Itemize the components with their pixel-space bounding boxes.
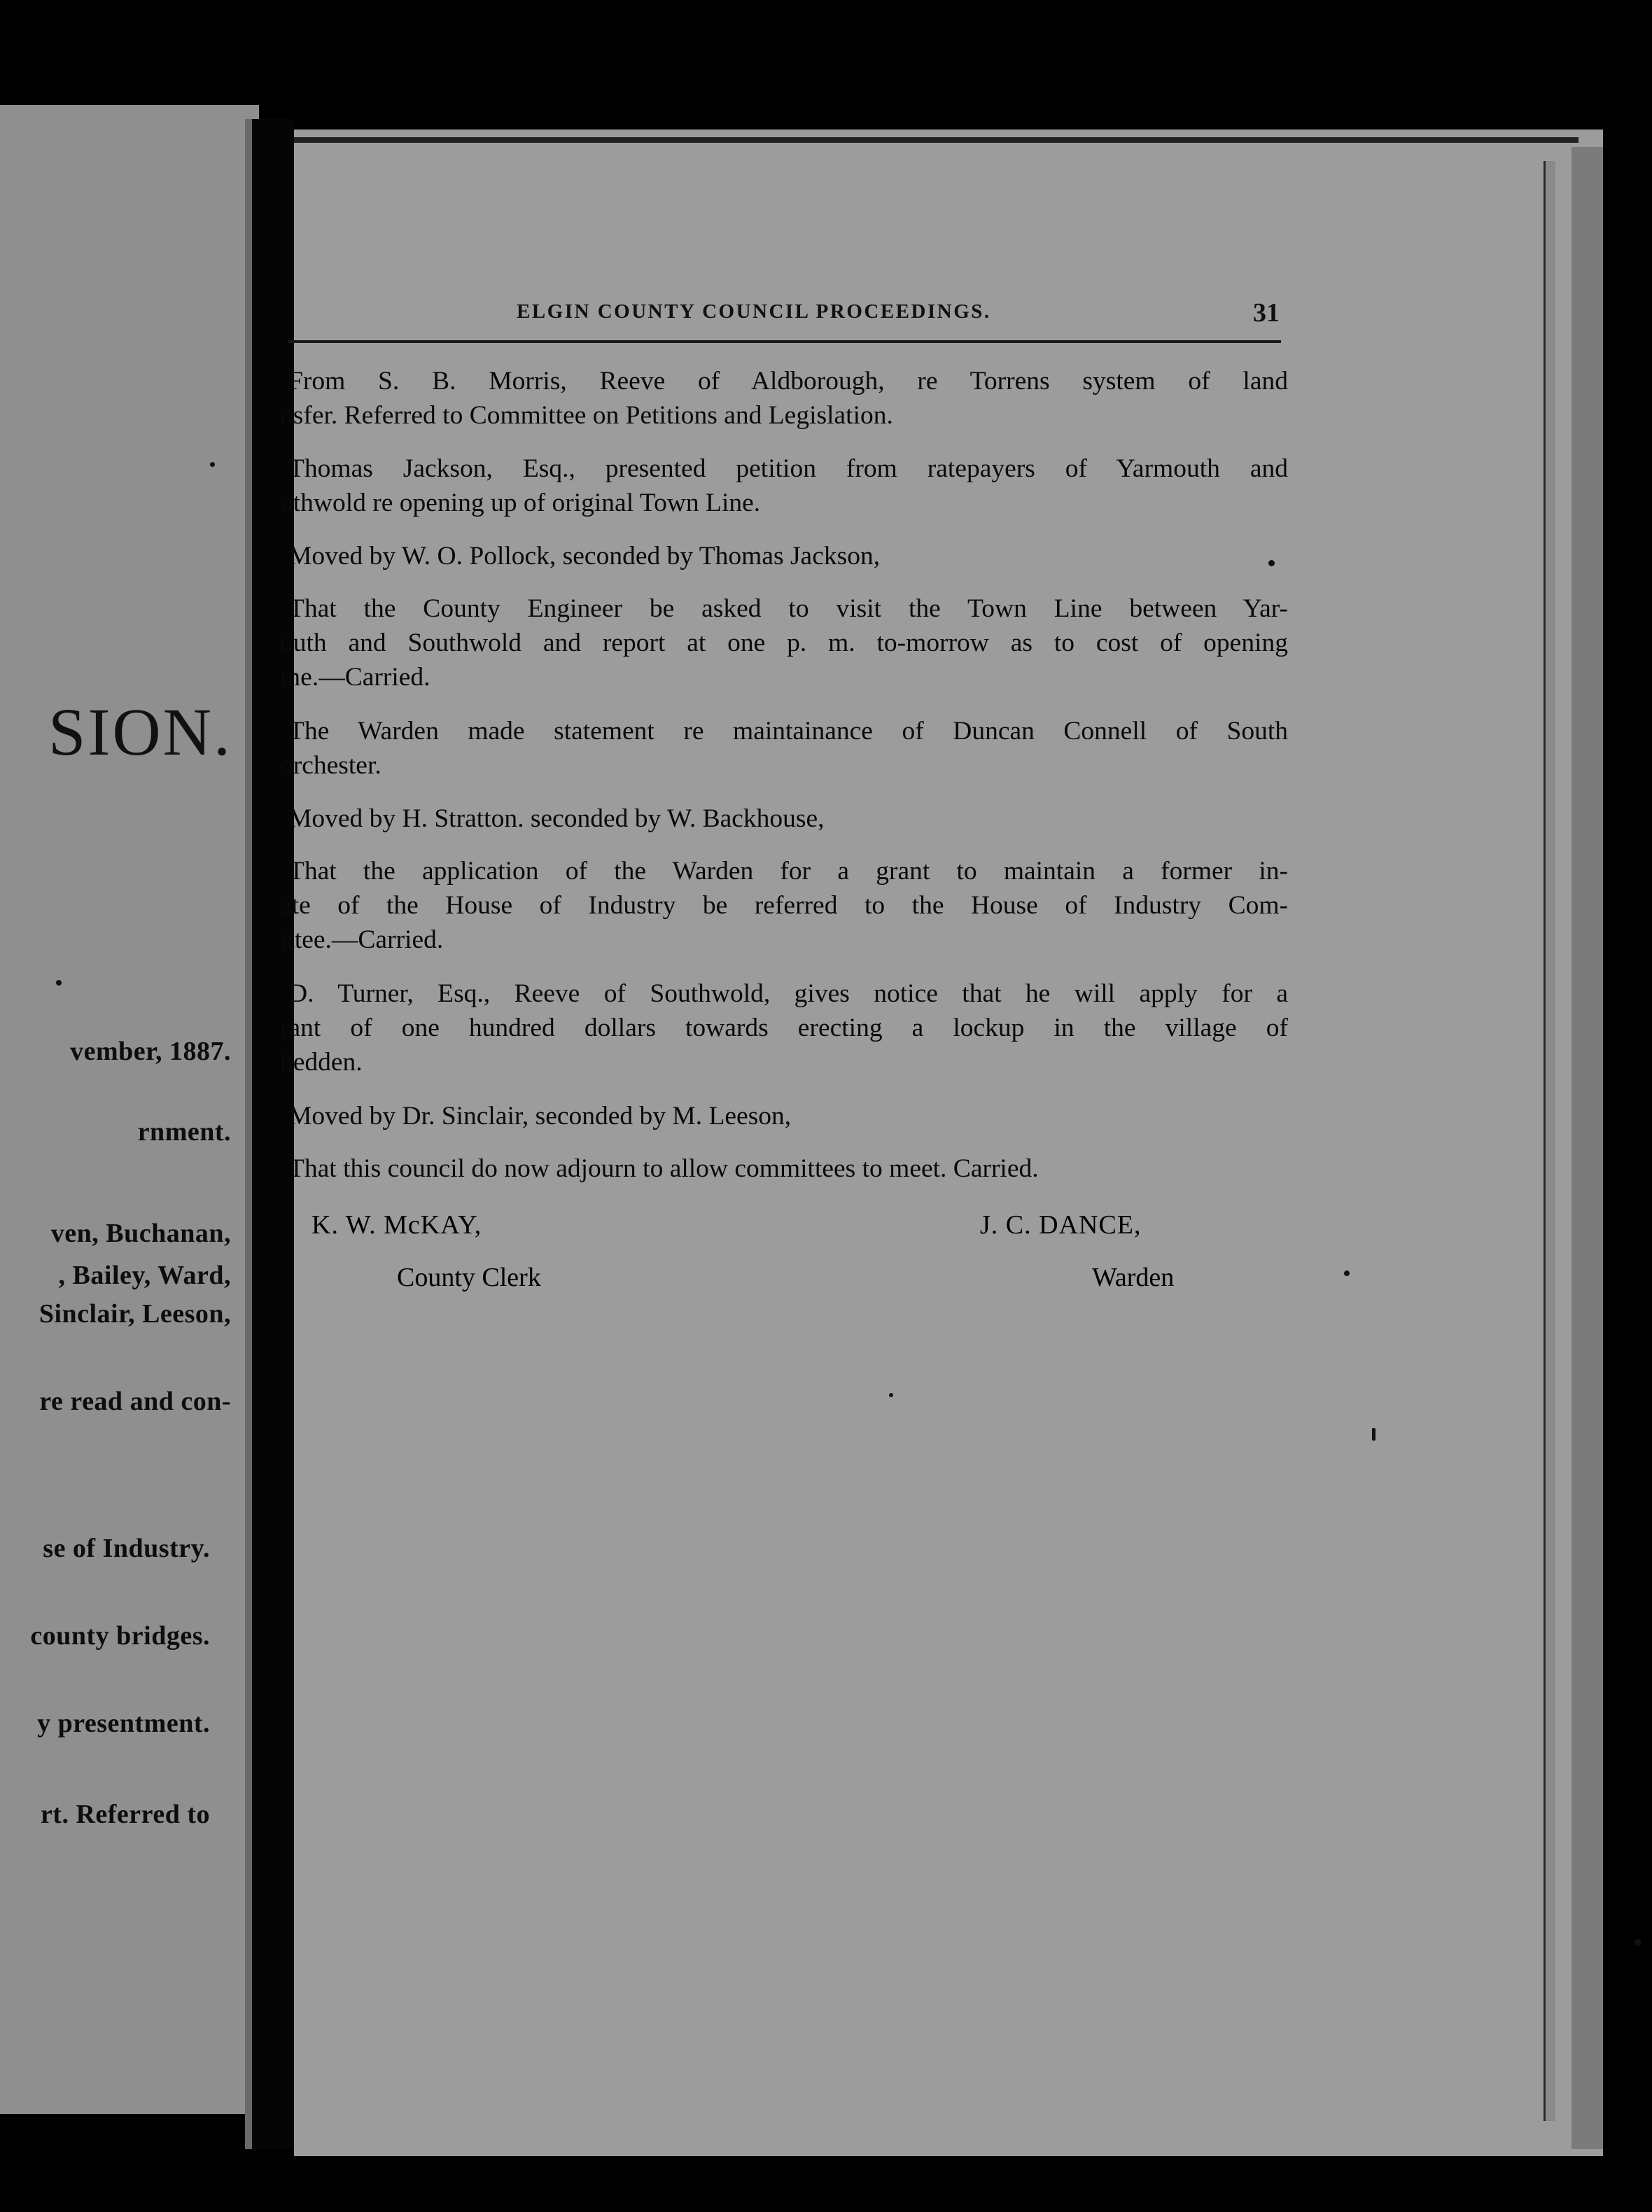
body-line: That the application of the Warden for a grant to maintain a former in- <box>288 857 1288 886</box>
warden-title: Warden <box>1092 1263 1175 1292</box>
paragraph-notice-turner <box>280 976 1288 1079</box>
body-line: me.—Carried. <box>280 663 430 692</box>
previous-page-line: rnment. <box>137 1117 231 1147</box>
scan-speck <box>1344 1270 1350 1276</box>
previous-page-line: Sinclair, Leeson, <box>38 1299 231 1329</box>
previous-page-line: y presentment. <box>37 1709 210 1738</box>
body-line: That the County Engineer be asked to visit the Town Line between Yar- <box>288 594 1288 623</box>
body-line: Moved by W. O. Pollock, seconded by Thomas Jackson, <box>288 542 881 570</box>
running-title: ELGIN COUNTY COUNCIL PROCEEDINGS. <box>517 300 991 323</box>
body-line: Moved by H. Stratton. seconded by W. Backhouse, <box>288 804 825 833</box>
paragraph-petition-jackson <box>280 451 1288 520</box>
body-line: ate of the House of Industry be referred to the House of Industry Com- <box>280 891 1288 920</box>
paragraph-resolution-engineer <box>280 592 1288 694</box>
body-line: Thomas Jackson, Esq., presented petition from ratepayers of Yarmouth and <box>288 454 1288 483</box>
header-rule <box>288 340 1281 343</box>
page-number: 31 <box>1253 298 1280 328</box>
paragraph-motion-stratton <box>280 802 1288 836</box>
clerk-name: K. W. McKAY, <box>312 1210 482 1240</box>
body-line: nsfer. Referred to Committee on Petitions and Legislation. <box>280 401 893 430</box>
scan-speck <box>1372 1428 1376 1441</box>
scan-speck <box>889 1393 893 1397</box>
scan-speck <box>210 462 215 467</box>
paragraph-petition-morris <box>280 364 1288 433</box>
scan-speck <box>1634 1939 1642 1946</box>
paragraph-motion-pollock <box>280 539 1288 573</box>
previous-page-line: se of Industry. <box>43 1534 210 1563</box>
previous-page-line: county bridges. <box>30 1621 210 1651</box>
clerk-title: County Clerk <box>397 1263 541 1292</box>
paragraph-motion-sinclair <box>280 1099 1288 1133</box>
paragraph-resolution-grant <box>280 854 1288 957</box>
body-line: hedden. <box>280 1048 363 1077</box>
scan-speck <box>56 980 62 986</box>
body-line: That this council do now adjourn to allow committees to meet. Carried. <box>288 1154 1039 1183</box>
signature-clerk <box>312 1208 541 1292</box>
body-line: uthwold re opening up of original Town Line. <box>280 489 761 517</box>
previous-page-line: rt. Referred to <box>40 1800 210 1829</box>
warden-name: J. C. DANCE, <box>980 1210 1142 1240</box>
scan-speck <box>1268 560 1275 566</box>
previous-page-line: re read and con- <box>39 1387 231 1416</box>
paragraph-adjourn <box>280 1152 1288 1186</box>
running-head <box>517 298 1280 340</box>
signature-warden <box>980 1208 1175 1292</box>
body-line: ittee.—Carried. <box>280 925 444 954</box>
previous-page-fragment <box>0 105 259 2114</box>
body-line: rant of one hundred dollars towards erecting a lockup in the village of <box>280 1014 1288 1042</box>
previous-page-heading: SION. <box>48 694 232 769</box>
current-page <box>294 130 1603 2156</box>
previous-page-line: vember, 1887. <box>70 1037 231 1066</box>
body-line: D. Turner, Esq., Reeve of Southwold, gives notice that he will apply for a <box>288 979 1288 1008</box>
body-line: Moved by Dr. Sinclair, seconded by M. Leeson, <box>288 1102 792 1130</box>
top-border <box>294 137 1578 143</box>
body-line: The Warden made statement re maintainance of Duncan Connell of South <box>288 717 1288 746</box>
body-line: orchester. <box>280 751 382 780</box>
previous-page-line: ven, Buchanan, <box>50 1219 231 1248</box>
page-edge-fold <box>1544 161 1555 2121</box>
page-edge <box>1572 147 1603 2149</box>
body-line: From S. B. Morris, Reeve of Aldborough, re Torrens system of land <box>288 367 1288 396</box>
body-line: outh and Southwold and report at one p. m. to-morrow as to cost of opening <box>280 629 1288 657</box>
paragraph-warden-statement <box>280 714 1288 783</box>
previous-page-line: , Bailey, Ward, <box>58 1261 231 1290</box>
